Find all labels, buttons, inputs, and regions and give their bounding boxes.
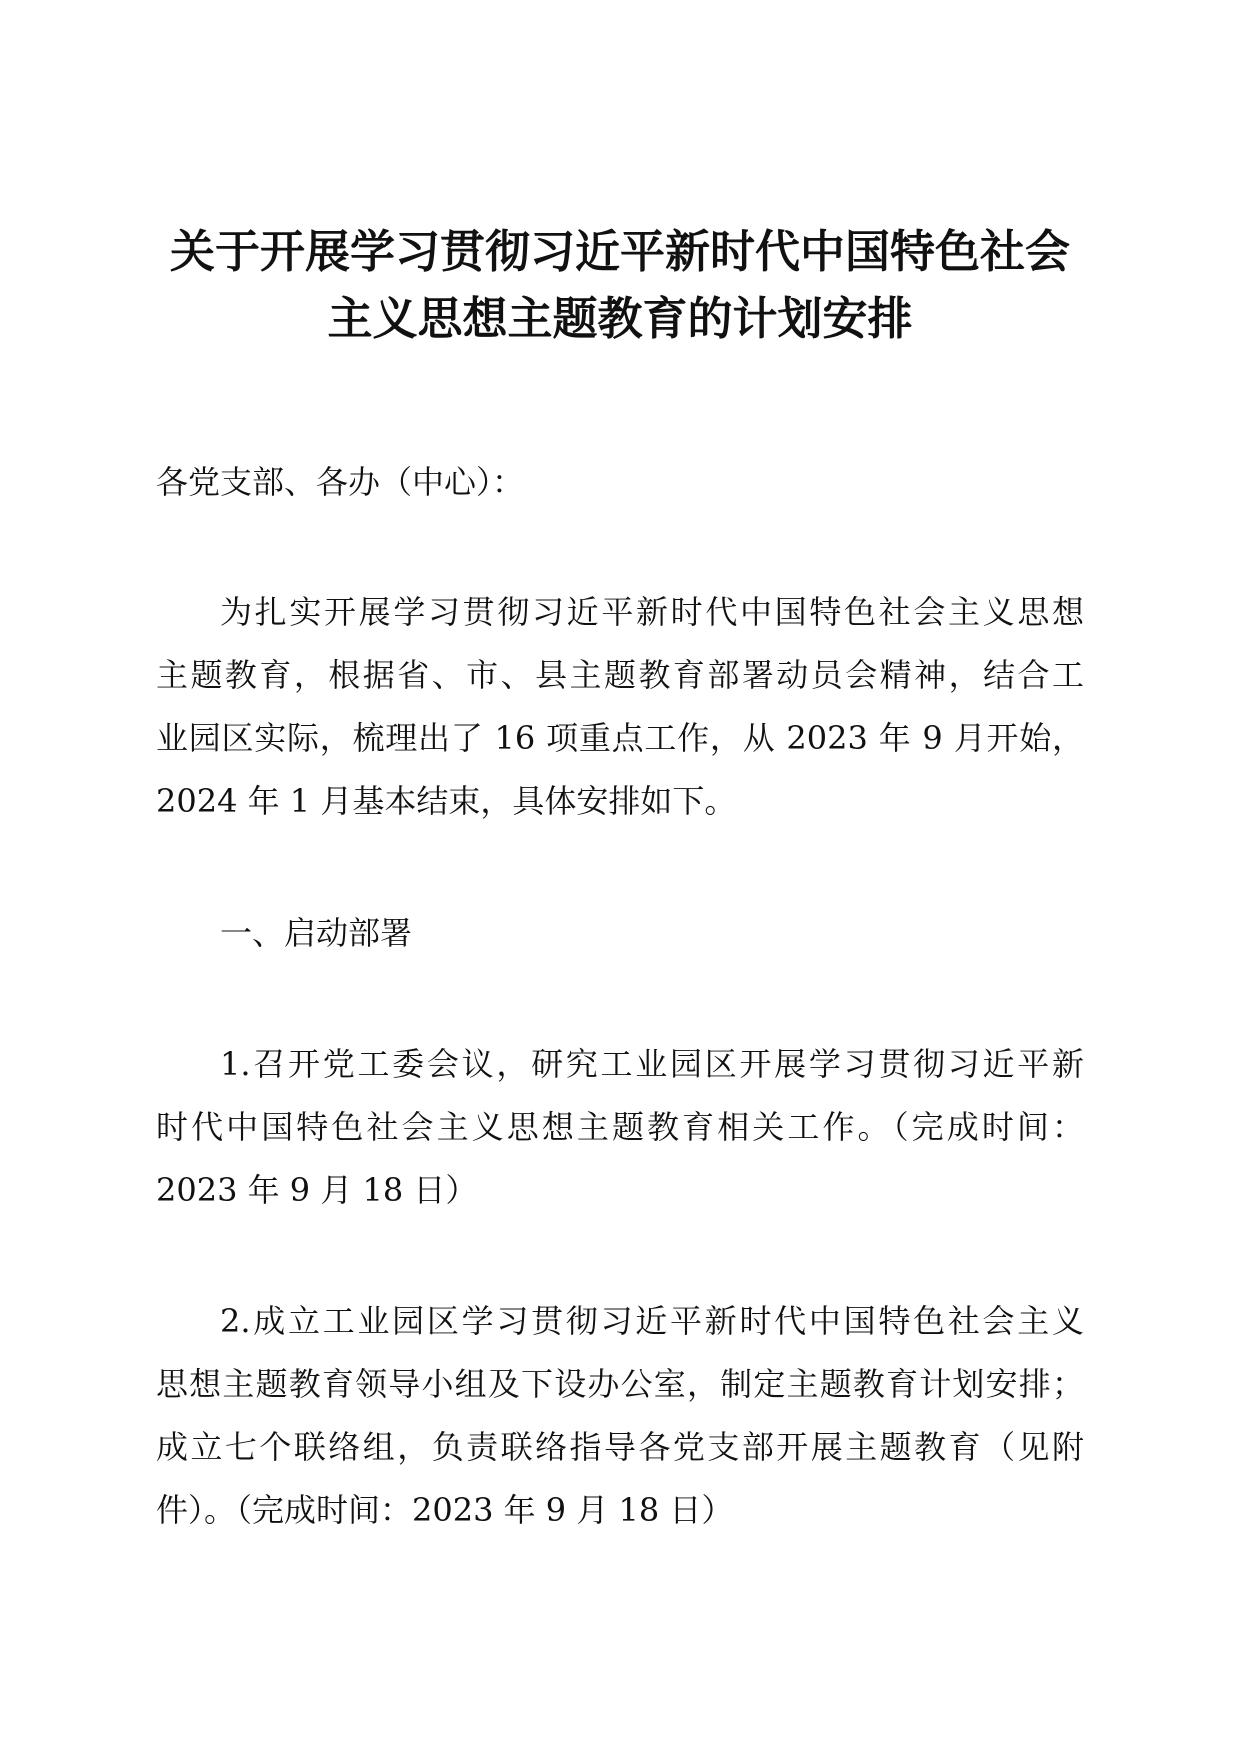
intro-paragraph-line-2: 主题教育，根据省、市、县主题教育部署动员会精神，结合工 xyxy=(156,656,1084,694)
item-1-line-2: 时代中国特色社会主义思想主题教育相关工作。（完成时间： xyxy=(156,1108,1084,1146)
item-1-line-3: 2023 年 9 月 18 日） xyxy=(156,1171,478,1209)
item-2-line-2: 思想主题教育领导小组及下设办公室，制定主题教育计划安排； xyxy=(156,1365,1084,1403)
intro-paragraph-line-1: 为扎实开展学习贯彻习近平新时代中国特色社会主义思想 xyxy=(220,593,1084,631)
salutation: 各党支部、各办（中心）： xyxy=(156,463,525,501)
item-2-line-4: 件）。（完成时间：2023 年 9 月 18 日） xyxy=(156,1491,734,1529)
intro-paragraph-line-4: 2024 年 1 月基本结束，具体安排如下。 xyxy=(156,782,737,820)
item-1-line-1: 1.召开党工委会议，研究工业园区开展学习贯彻习近平新 xyxy=(220,1045,1084,1083)
intro-paragraph-line-3: 业园区实际，梳理出了 16 项重点工作，从 2023 年 9 月开始， xyxy=(156,719,1084,757)
item-2-line-1: 2.成立工业园区学习贯彻习近平新时代中国特色社会主义 xyxy=(220,1302,1084,1340)
section-heading: 一、启动部署 xyxy=(220,914,413,952)
document-title-line-1: 关于开展学习贯彻习近平新时代中国特色社会 xyxy=(169,225,1070,278)
item-2-line-3: 成立七个联络组，负责联络指导各党支部开展主题教育（见附 xyxy=(156,1428,1084,1466)
document-title-line-2: 主义思想主题教育的计划安排 xyxy=(327,292,913,345)
